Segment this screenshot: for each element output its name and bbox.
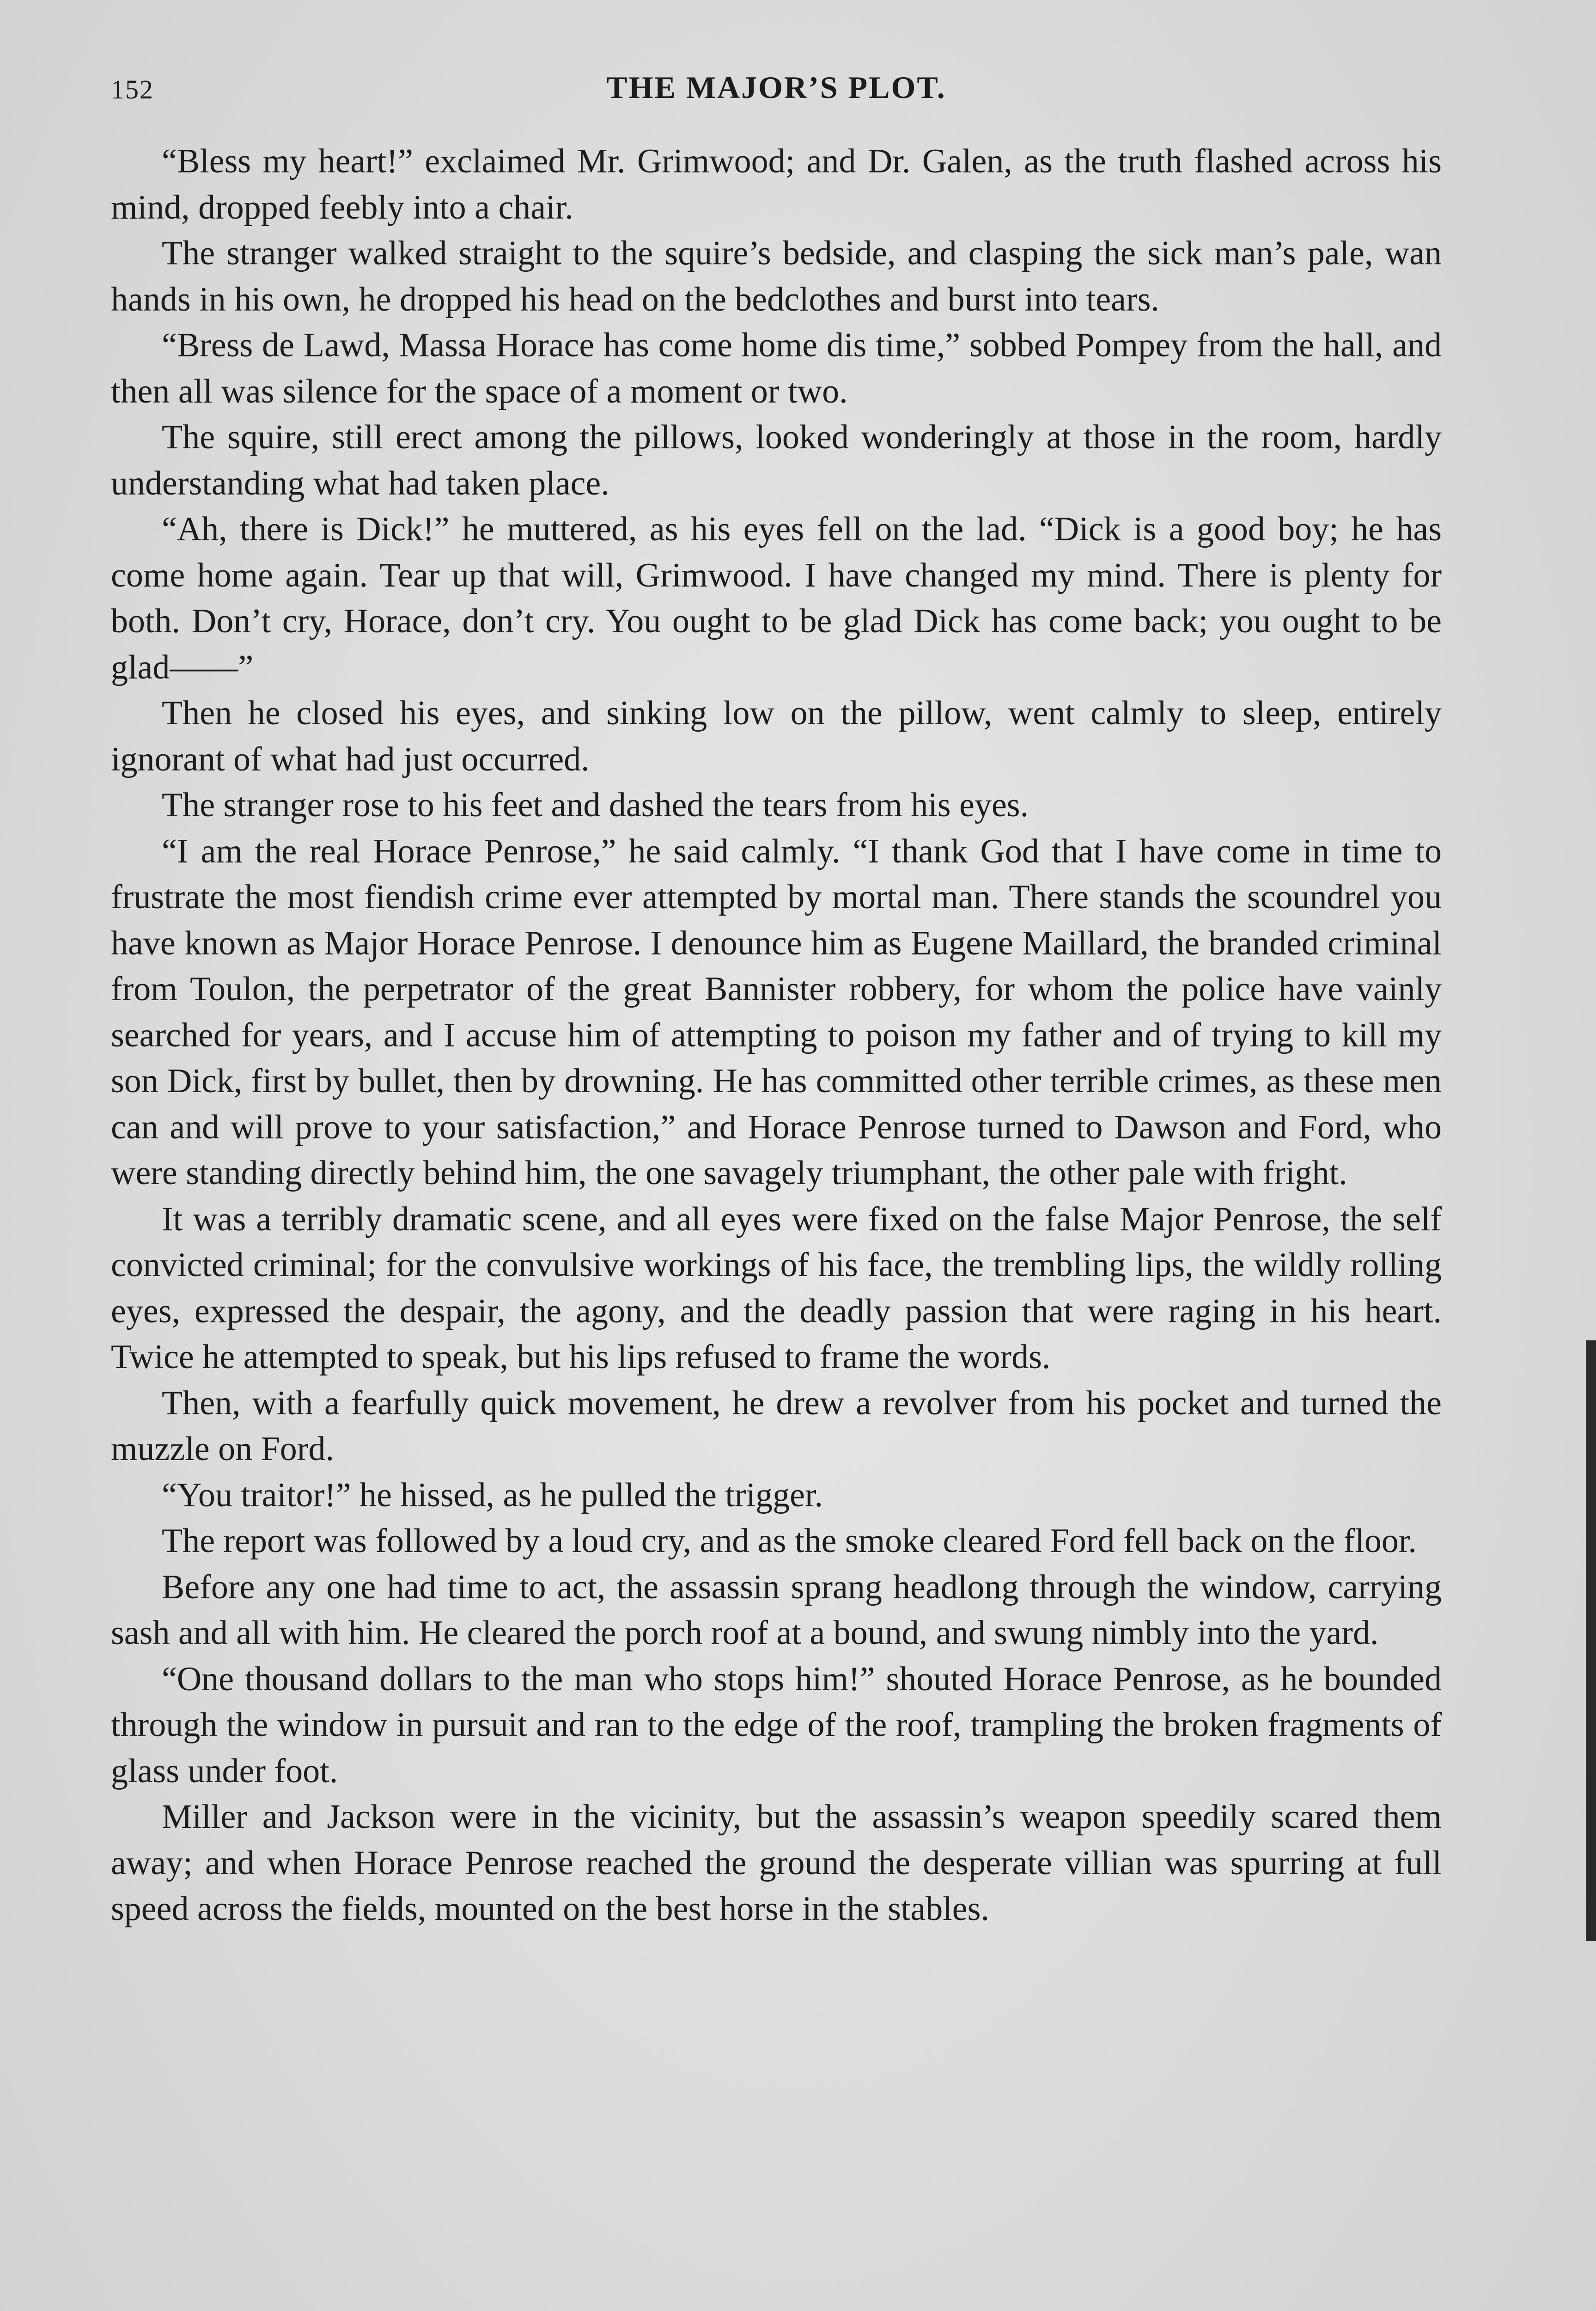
page-edge-shadow: [1586, 1340, 1596, 1941]
paragraph: Before any one had time to act, the assassin sprang headlong through the window, carrying sash and all with him. He cleared the porch roof at a bound, and swung nimbly into the yard.: [111, 1568, 1442, 1652]
paragraph: “You traitor!” he hissed, as he pulled the trigger.: [162, 1476, 823, 1514]
page-header: [111, 69, 1442, 120]
paragraph: “Ah, there is Dick!” he muttered, as his eyes fell on the lad. “Dick is a good boy; he has come home again. Tear up that will, Grimwood. I have changed my mind. There is plenty for both. Don’t cry, Horace, don’t cry. You ought to be glad Dick has come back; you ought to be glad——”: [111, 510, 1442, 686]
paragraph: Then, with a fearfully quick movement, he drew a revolver from his pocket and turned the muzzle on Ford.: [111, 1384, 1442, 1468]
paragraph: “I am the real Horace Penrose,” he said calmly. “I thank God that I have come in time to frustrate the most fiendish crime ever attempted by mortal man. There stands the scoundrel you have known as Major Horace Penrose. I denounce him as Eugene Maillard, the branded criminal from Toulon, the perpetrator of the great Bannister robbery, for whom the police have vainly searched for years, and I accuse him of attempting to poison my father and of trying to kill my son Dick, first by bullet, then by drowning. He has committed other terrible crimes, as these men can and will prove to your satisfaction,” and Horace Penrose turned to Dawson and Ford, who were standing directly behind him, the one savagely triumphant, the other pale with fright.: [111, 832, 1442, 1192]
paragraph: It was a terribly dramatic scene, and all eyes were fixed on the false Major Penrose, the self convicted criminal; for the convulsive workings of his face, the trembling lips, the wildly rolling eyes, expressed the despair, the agony, and the deadly passion that were raging in his heart. Twice he attempted to speak, but his lips refused to frame the words.: [111, 1200, 1442, 1376]
paragraph: Then he closed his eyes, and sinking low on the pillow, went calmly to sleep, entirely ignorant of what had just occurred.: [111, 694, 1442, 778]
paragraph: The stranger walked straight to the squire’s bedside, and clasping the sick man’s pale, wan hands in his own, he dropped his head on the bedclothes and burst into tears.: [111, 234, 1442, 318]
body-text: [111, 139, 1442, 1932]
page-number: 152: [111, 74, 154, 104]
paragraph: “Bless my heart!” exclaimed Mr. Grimwood; and Dr. Galen, as the truth flashed across his mind, dropped feebly into a chair.: [111, 142, 1442, 226]
paragraph: The report was followed by a loud cry, and as the smoke cleared Ford fell back on the floor.: [162, 1522, 1417, 1560]
paragraph: “Bress de Lawd, Massa Horace has come home dis time,” sobbed Pompey from the hall, and then all was silence for the space of a moment or two.: [111, 326, 1442, 410]
paragraph: “One thousand dollars to the man who stops him!” shouted Horace Penrose, as he bounded through the window in pursuit and ran to the edge of the roof, trampling the broken fragments of glass under foot.: [111, 1660, 1442, 1790]
running-title: THE MAJOR’S PLOT.: [606, 70, 946, 105]
paragraph: The stranger rose to his feet and dashed the tears from his eyes.: [162, 786, 1029, 824]
paragraph: Miller and Jackson were in the vicinity, but the assassin’s weapon speedily scared them away; and when Horace Penrose reached the ground the desperate villian was spurring at full speed across the fields, mounted on the best horse in the stables.: [111, 1798, 1442, 1928]
paragraph: The squire, still erect among the pillows, looked wonderingly at those in the room, hardly understanding what had taken place.: [111, 418, 1442, 502]
